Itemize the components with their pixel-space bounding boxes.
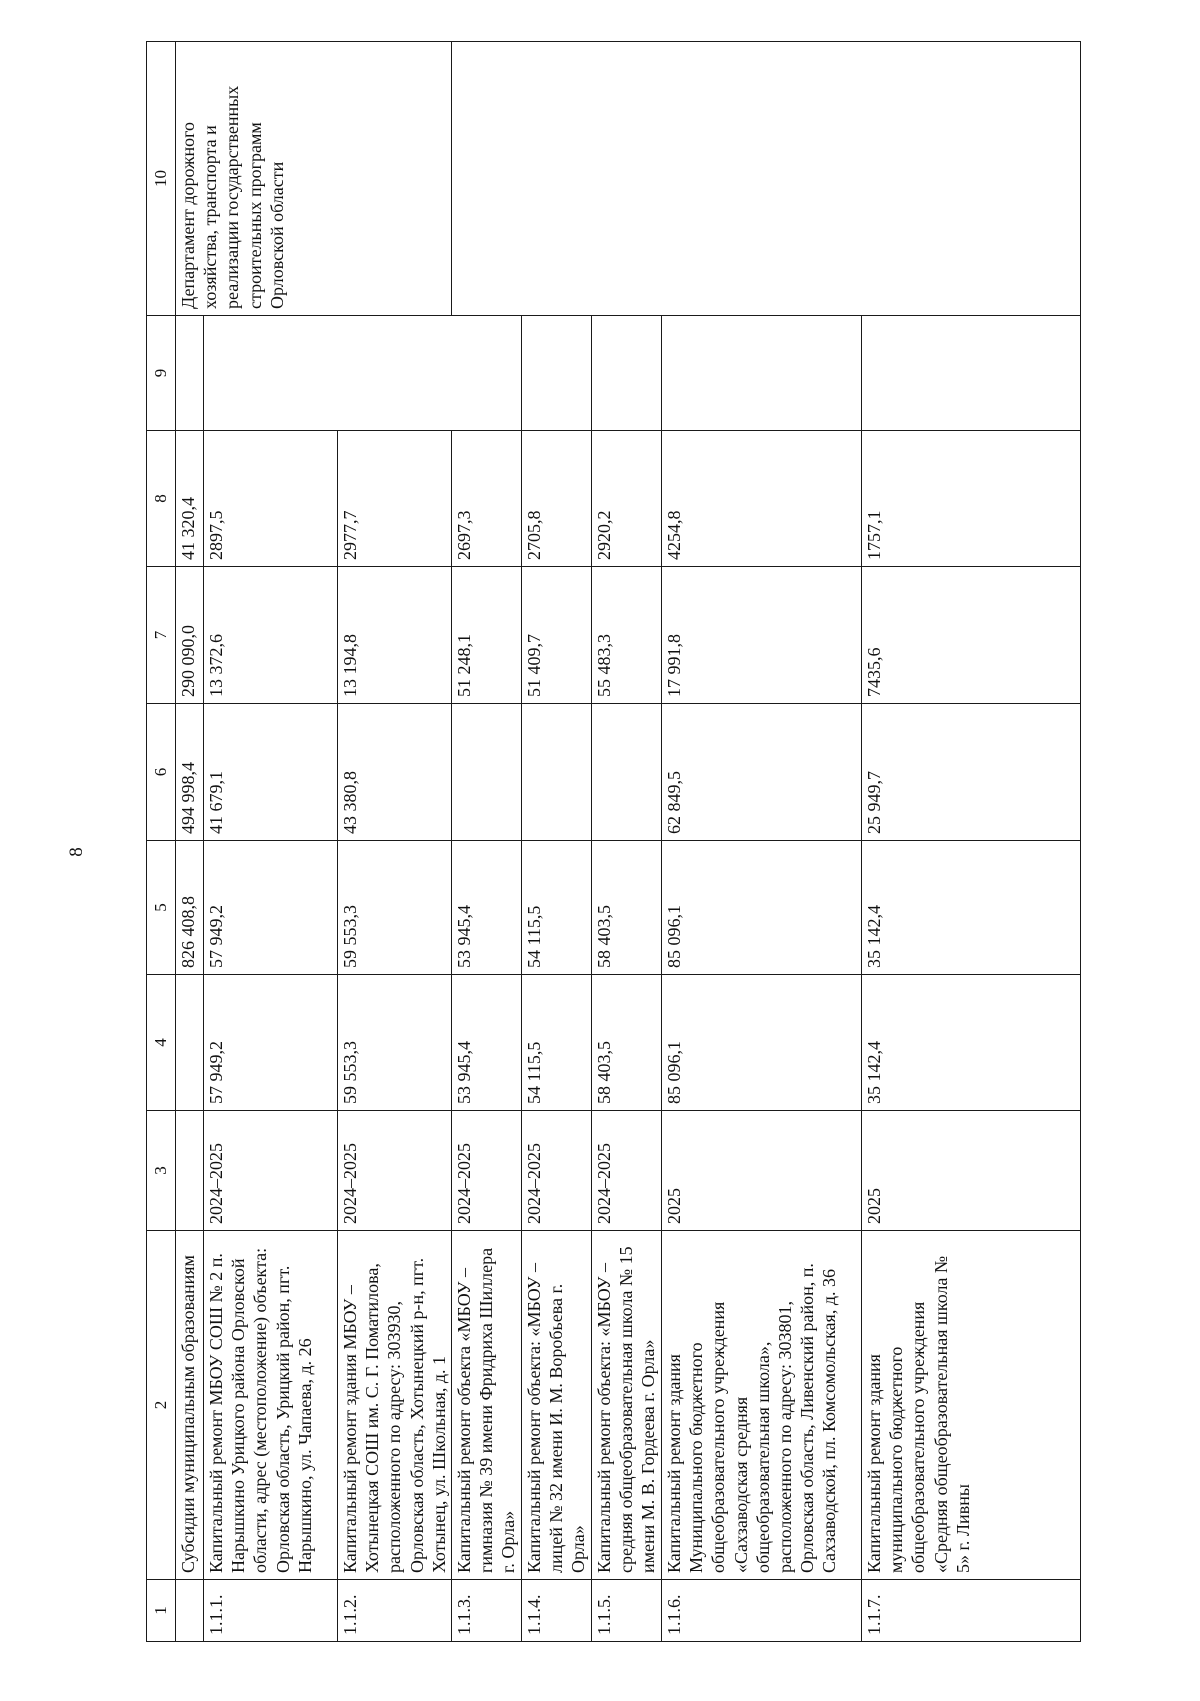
cell-number: 1.1.2. (338, 1580, 452, 1642)
cell-number: 1.1.3. (452, 1580, 522, 1642)
cell-value (862, 316, 1081, 431)
cell-value: 25 949,7 (862, 704, 1081, 841)
cell-number: 1.1.5. (592, 1580, 662, 1642)
cell-value: 13 194,8 (338, 567, 452, 704)
cell-period: 2024–2025 (452, 1111, 522, 1231)
cell-value: 54 115,5 (522, 841, 592, 975)
cell-value: 41 320,4 (176, 431, 204, 567)
cell-value: 4254,8 (662, 431, 862, 567)
cell-value: 57 949,2 (204, 975, 338, 1111)
cell-value (204, 316, 522, 431)
cell-period (176, 1111, 204, 1231)
column-header: 6 (147, 704, 176, 841)
cell-value: 41 679,1 (204, 704, 338, 841)
column-header: 10 (147, 42, 176, 316)
cell-value (452, 704, 522, 841)
cell-description: Капитальный ремонт объекта: «МБОУ – средняя общеобразовательная школа № 15 имени М. В. Гордеева г. Орла» (592, 1231, 662, 1580)
cell-description: Капитальный ремонт здания муниципального бюджетного общеобразовательного учреждения «Средняя общеобразовательная школа № 5» г. Ливны (862, 1231, 1081, 1580)
cell-value (522, 316, 592, 431)
column-header: 3 (147, 1111, 176, 1231)
cell-value: 58 403,5 (592, 975, 662, 1111)
page-number: 8 (65, 847, 87, 857)
cell-value: 85 096,1 (662, 975, 862, 1111)
cell-number: 1.1.4. (522, 1580, 592, 1642)
column-header: 4 (147, 975, 176, 1111)
program-table (146, 41, 1081, 1642)
cell-description: Субсидии муниципальным образованиям (176, 1231, 204, 1580)
cell-value: 55 483,3 (592, 567, 662, 704)
column-header: 5 (147, 841, 176, 975)
cell-responsible: Департамент дорожного хозяйства, транспорта и реализации государственных строительных программ Орловской области (176, 42, 452, 316)
cell-value: 53 945,4 (452, 975, 522, 1111)
cell-number: 1.1.7. (862, 1580, 1081, 1642)
header-row (147, 42, 176, 1642)
cell-period: 2024–2025 (522, 1111, 592, 1231)
cell-value: 43 380,8 (338, 704, 452, 841)
cell-description: Капитальный ремонт объекта: «МБОУ – лицей № 32 имени И. М. Воробьева г. Орла» (522, 1231, 592, 1580)
column-header: 7 (147, 567, 176, 704)
cell-value (176, 975, 204, 1111)
cell-value: 58 403,5 (592, 841, 662, 975)
cell-description: Капитальный ремонт здания Муниципального бюджетного общеобразовательного учреждения «Сахзаводская средняя общеобразовательная школа», расположенного по адресу: 303801, Орловская область, Ливенский район, п. Сахзаводской, пл. Комсомольская, д. 36 (662, 1231, 862, 1580)
cell-description: Капитальный ремонт МБОУ СОШ № 2 п. Нарышкино Урицкого района Орловской области, адрес (местоположение) объекта: Орловская область, Урицкий район, пгт. Нарышкино, ул. Чапаева, д. 26 (204, 1231, 338, 1580)
cell-value (176, 316, 204, 431)
table-row (452, 42, 522, 1642)
cell-value: 7435,6 (862, 567, 1081, 704)
cell-value (592, 316, 662, 431)
cell-value: 35 142,4 (862, 975, 1081, 1111)
column-header: 2 (147, 1231, 176, 1580)
cell-period: 2024–2025 (204, 1111, 338, 1231)
cell-value: 13 372,6 (204, 567, 338, 704)
cell-value: 2697,3 (452, 431, 522, 567)
cell-number: 1.1.6. (662, 1580, 862, 1642)
cell-value: 53 945,4 (452, 841, 522, 975)
cell-value (592, 704, 662, 841)
cell-period: 2025 (662, 1111, 862, 1231)
cell-value: 62 849,5 (662, 704, 862, 841)
cell-value: 59 553,3 (338, 975, 452, 1111)
program-table-rotated (146, 42, 1081, 1642)
cell-value: 51 409,7 (522, 567, 592, 704)
cell-period: 2025 (862, 1111, 1081, 1231)
cell-value: 85 096,1 (662, 841, 862, 975)
column-header: 1 (147, 1580, 176, 1642)
cell-value: 59 553,3 (338, 841, 452, 975)
cell-value (662, 316, 862, 431)
cell-value: 54 115,5 (522, 975, 592, 1111)
cell-value: 2977,7 (338, 431, 452, 567)
cell-value: 2897,5 (204, 431, 338, 567)
cell-value: 51 248,1 (452, 567, 522, 704)
cell-value: 35 142,4 (862, 841, 1081, 975)
cell-number: 1.1.1. (204, 1580, 338, 1642)
cell-value: 17 991,8 (662, 567, 862, 704)
table-row (176, 42, 204, 1642)
cell-responsible (452, 42, 1081, 316)
cell-value: 290 090,0 (176, 567, 204, 704)
cell-value: 2705,8 (522, 431, 592, 567)
cell-description: Капитальный ремонт здания МБОУ – Хотынецкая СОШ им. С. Г. Поматилова, расположенного по адресу: 303930, Орловская область, Хотынецкий р-н, пгт. Хотынец, ул. Школьная, д. 1 (338, 1231, 452, 1580)
cell-description: Капитальный ремонт объекта «МБОУ – гимназия № 39 имени Фридриха Шиллера г. Орла» (452, 1231, 522, 1580)
cell-period: 2024–2025 (592, 1111, 662, 1231)
cell-value: 57 949,2 (204, 841, 338, 975)
cell-value: 826 408,8 (176, 841, 204, 975)
cell-value: 494 998,4 (176, 704, 204, 841)
cell-value (522, 704, 592, 841)
cell-number (176, 1580, 204, 1642)
cell-value: 1757,1 (862, 431, 1081, 567)
column-header: 8 (147, 431, 176, 567)
cell-value: 2920,2 (592, 431, 662, 567)
cell-period: 2024–2025 (338, 1111, 452, 1231)
column-header: 9 (147, 316, 176, 431)
